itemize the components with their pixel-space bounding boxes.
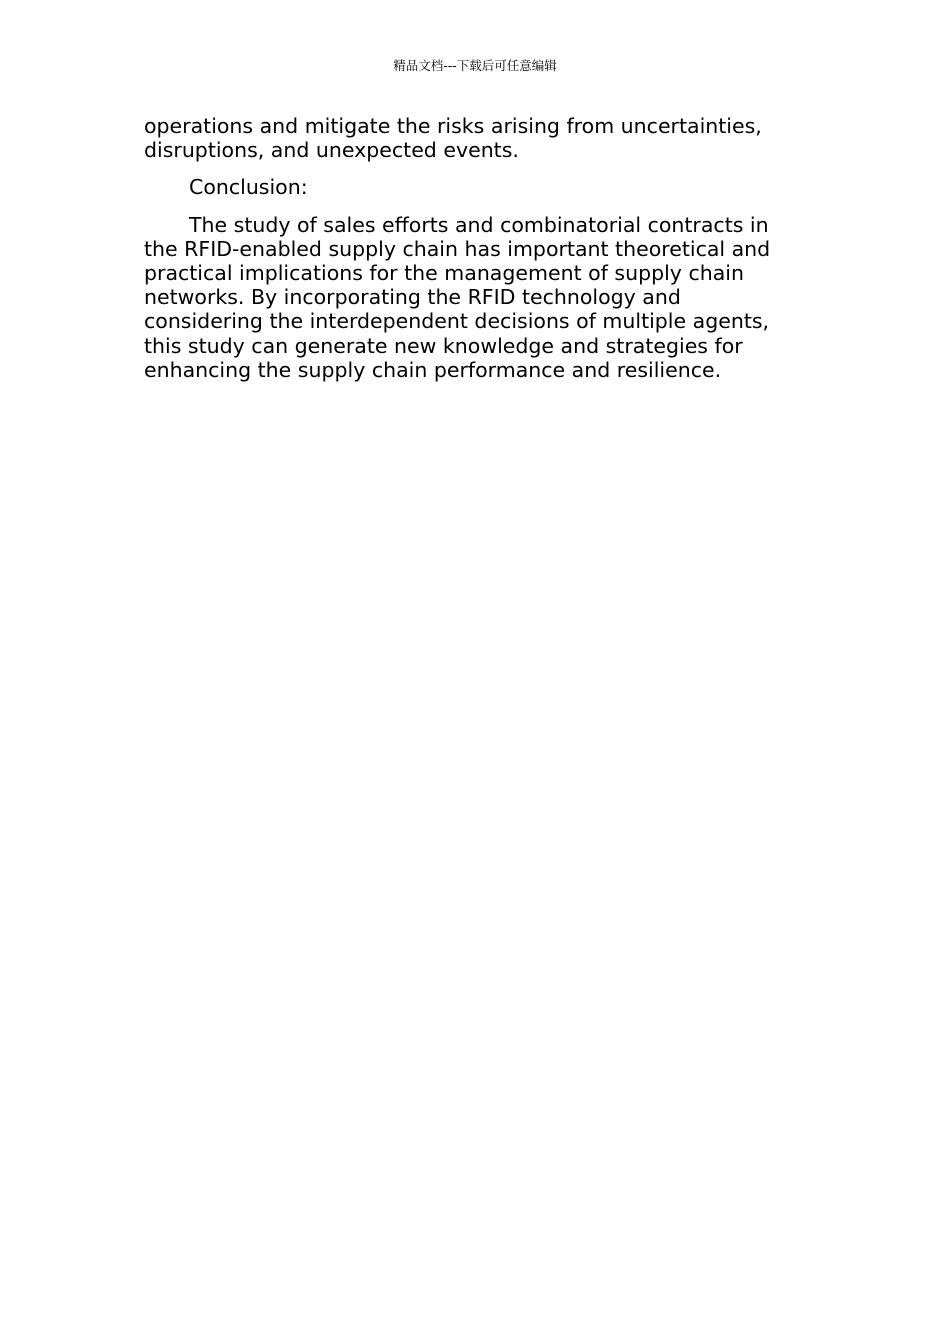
- text-line: operations and mitigate the risks arising from uncertainties,: [144, 114, 762, 138]
- text-line: enhancing the supply chain performance and resilience.: [144, 357, 722, 382]
- heading-text: Conclusion:: [189, 175, 308, 200]
- text-line: practical implications for the management of supply chain: [144, 261, 744, 286]
- section-heading-conclusion: [144, 175, 784, 199]
- text-line: networks. By incorporating the RFID technology and: [144, 285, 681, 310]
- paragraph-continuation: [144, 114, 784, 162]
- text-line: considering the interdependent decisions of multiple agents,: [144, 309, 770, 334]
- text-line: the RFID-enabled supply chain has important theoretical and: [144, 236, 771, 261]
- text-line: this study can generate new knowledge and strategies for: [144, 333, 743, 358]
- document-body: [144, 114, 784, 382]
- header-text: 精品文档---下载后可任意编辑: [393, 58, 557, 73]
- page-header: [0, 57, 950, 75]
- paragraph-conclusion: [144, 213, 784, 382]
- text-line: The study of sales efforts and combinatorial contracts in: [189, 212, 769, 237]
- text-line: disruptions, and unexpected events.: [144, 138, 519, 163]
